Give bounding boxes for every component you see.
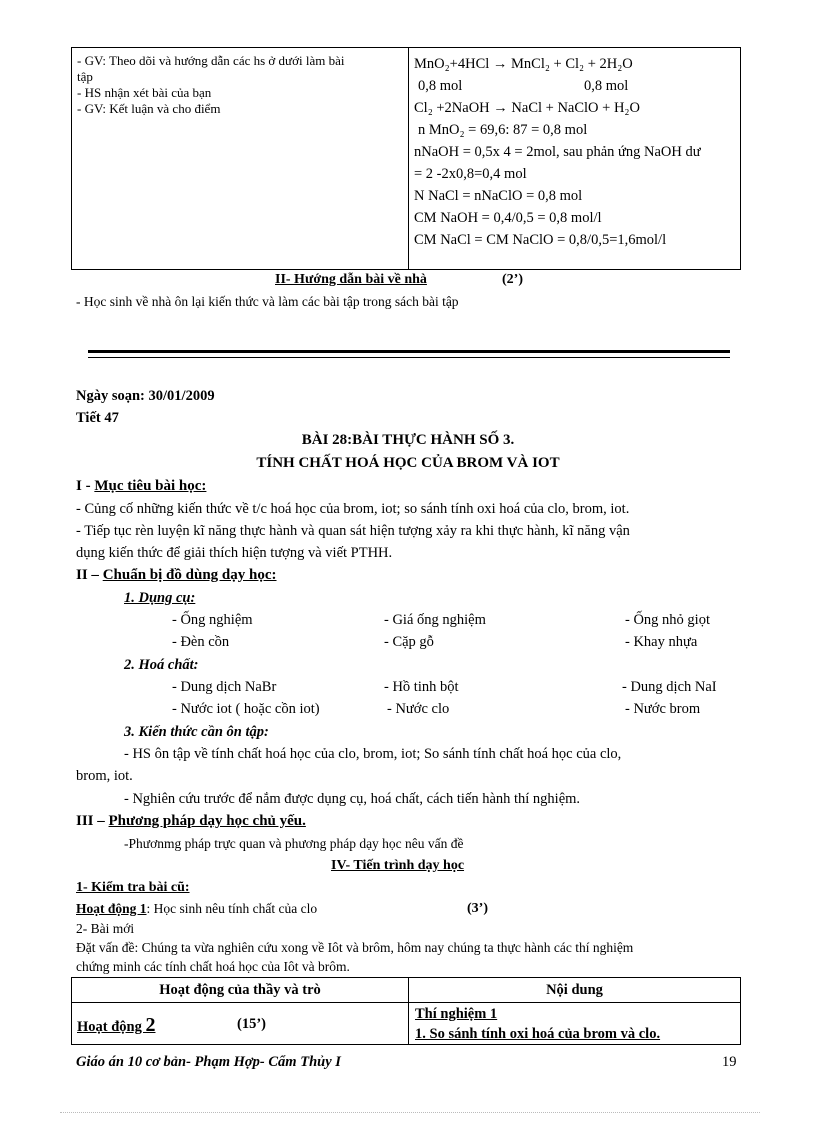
calc-line-2: nNaOH = 0,5x 4 = 2mol, sau phản ứng NaOH dư bbox=[414, 144, 701, 160]
section-1-heading bbox=[76, 478, 206, 495]
homework-text: - Học sinh về nhà ôn lại kiến thức và làm các bài tập trong sách bài tập bbox=[76, 294, 459, 309]
objective-line-1: - Củng cố những kiến thức về t/c hoá học của brom, iot; so sánh tính oxi hoá của clo, brom, iot. bbox=[76, 501, 630, 517]
activity-1-line bbox=[76, 901, 317, 917]
activity-1-text: : Học sinh nêu tính chất của clo bbox=[146, 901, 318, 916]
activity-2-number: 2 bbox=[145, 1014, 156, 1036]
chemical-item: - Nước brom bbox=[625, 701, 701, 717]
chemicals-heading: 2. Hoá chất: bbox=[124, 657, 199, 673]
table-header-divider bbox=[72, 1002, 740, 1003]
section-2-title: Chuẩn bị đồ dùng dạy học: bbox=[102, 567, 277, 583]
section-3-heading bbox=[76, 813, 306, 830]
teacher-line-2: tập bbox=[77, 69, 93, 84]
section-3-title: Phương pháp dạy học chủ yếu. bbox=[108, 813, 306, 829]
section-1-title: Mục tiêu bài học: bbox=[94, 478, 207, 494]
equation-1: MnO₂+4HCl → MnCl₂ + Cl₂ + 2H₂O bbox=[414, 56, 633, 72]
activity-2-label bbox=[77, 1014, 156, 1037]
activity-1-time: (3’) bbox=[467, 901, 488, 916]
period-number: Tiết 47 bbox=[76, 410, 119, 426]
chemical-item: - Dung dịch NaBr bbox=[172, 679, 277, 695]
section-3-prefix: III – bbox=[76, 813, 109, 829]
section-4-heading: IV- Tiến trình dạy học bbox=[331, 858, 465, 873]
chemical-item: - Hồ tinh bột bbox=[384, 679, 459, 695]
new-lesson-label: 2- Bài mới bbox=[76, 921, 135, 936]
page-number: 19 bbox=[722, 1054, 737, 1070]
lesson-title-1: BÀI 28:BÀI THỰC HÀNH SỐ 3. bbox=[301, 432, 515, 448]
equation-1-mol-a: 0,8 mol bbox=[418, 78, 463, 94]
knowledge-line-1: - HS ôn tập về tính chất hoá học của clo, brom, iot; So sánh tính chất hoá học của clo, bbox=[124, 746, 622, 762]
homework-heading: II- Hướng dẫn bài về nhà bbox=[275, 272, 427, 287]
activity-2-time: (15’) bbox=[237, 1016, 266, 1032]
knowledge-line-3: - Nghiên cứu trước để nắm được dụng cụ, hoá chất, cách tiến hành thí nghiệm. bbox=[124, 791, 581, 807]
teacher-line-3: - HS nhận xét bài của bạn bbox=[77, 85, 212, 100]
separator-thin bbox=[88, 357, 730, 358]
old-lesson-check-heading: 1- Kiểm tra bài cũ: bbox=[76, 880, 190, 895]
chemical-item: - Nước clo bbox=[387, 701, 450, 717]
activity-2-text bbox=[77, 1014, 156, 1036]
section-2-prefix: II – bbox=[76, 567, 103, 583]
tool-item: - Ống nghiệm bbox=[172, 612, 253, 628]
knowledge-line-2: brom, iot. bbox=[76, 768, 133, 784]
tool-item: - Cặp gỗ bbox=[384, 634, 434, 650]
calc-line-1: n MnO₂ = 69,6: 87 = 0,8 mol bbox=[418, 122, 588, 138]
equation-1-mol-b: 0,8 mol bbox=[584, 78, 629, 94]
method-line: -Phươnmg pháp trực quan và phương pháp dạy học nêu vấn đề bbox=[124, 836, 464, 851]
tool-item: - Giá ống nghiệm bbox=[384, 612, 486, 628]
objective-line-3: dụng kiến thức để giải thích hiện tượng và viết PTHH. bbox=[76, 545, 393, 561]
calc-line-5: CM NaOH = 0,4/0,5 = 0,8 mol/l bbox=[414, 210, 602, 226]
teacher-line-1: - GV: Theo dõi và hướng dẫn các hs ở dưới làm bài bbox=[77, 53, 345, 68]
chemical-item: - Dung dịch NaI bbox=[622, 679, 717, 695]
column-header-activities: Hoạt động của thầy và trò bbox=[159, 982, 321, 998]
footer-text: Giáo án 10 cơ bản- Phạm Hợp- Cẩm Thủy I bbox=[76, 1054, 341, 1070]
activity-1-label: Hoạt động 1 bbox=[76, 901, 147, 916]
equation-2: Cl₂ +2NaOH → NaCl + NaClO + H₂O bbox=[414, 100, 640, 116]
tool-item: - Ống nhỏ giọt bbox=[625, 612, 710, 628]
calc-line-6: CM NaCl = CM NaClO = 0,8/0,5=1,6mol/l bbox=[414, 232, 667, 248]
column-header-content: Nội dung bbox=[546, 982, 603, 998]
tool-item: - Đèn cồn bbox=[172, 634, 230, 650]
homework-time: (2’) bbox=[502, 272, 523, 287]
section-2-heading bbox=[76, 567, 277, 584]
lesson-title-2: TÍNH CHẤT HOÁ HỌC CỦA BROM VÀ IOT bbox=[256, 455, 560, 471]
section-1-prefix: I - bbox=[76, 478, 95, 494]
tools-heading: 1. Dụng cụ: bbox=[124, 590, 196, 606]
page-edge-line bbox=[60, 1112, 760, 1113]
table-divider bbox=[408, 48, 409, 269]
tool-item: - Khay nhựa bbox=[625, 634, 698, 650]
intro-line-2: chứng minh các tính chất hoá học của Iôt và brôm. bbox=[76, 959, 350, 974]
top-table bbox=[71, 47, 741, 270]
calc-line-4: N NaCl = nNaClO = 0,8 mol bbox=[414, 188, 583, 204]
chemical-item: - Nước iot ( hoặc cồn iot) bbox=[172, 701, 320, 717]
activity-2-word: Hoạt động bbox=[77, 1019, 146, 1035]
teacher-line-4: - GV: Kết luận và cho điểm bbox=[77, 101, 221, 116]
calc-line-3: = 2 -2x0,8=0,4 mol bbox=[414, 166, 527, 182]
separator-thick bbox=[88, 350, 730, 353]
experiment-title: Thí nghiệm 1 bbox=[415, 1006, 498, 1022]
experiment-subtitle: 1. So sánh tính oxi hoá của brom và clo. bbox=[415, 1026, 661, 1042]
intro-line-1: Đặt vấn đề: Chúng ta vừa nghiên cứu xong về Iôt và brôm, hôm nay chúng ta thực hành các thí nghiệm bbox=[76, 940, 634, 955]
objective-line-2: - Tiếp tục rèn luyện kĩ năng thực hành và quan sát hiện tượng xảy ra khi thực hành, kĩ năng vận bbox=[76, 523, 630, 539]
preparation-date: Ngày soạn: 30/01/2009 bbox=[76, 388, 215, 404]
knowledge-heading: 3. Kiến thức cần ôn tập: bbox=[124, 724, 269, 740]
activity-table bbox=[71, 977, 741, 1045]
